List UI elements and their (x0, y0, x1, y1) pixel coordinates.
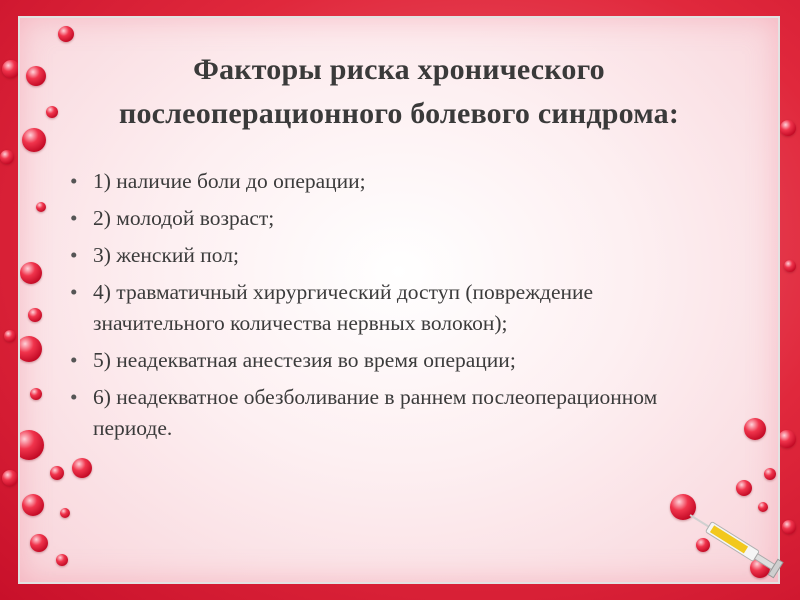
blood-drop-icon (36, 202, 46, 212)
blood-drop-icon (778, 430, 796, 448)
list-item: • 5) неадекватная анестезия во время операции; (70, 345, 730, 376)
blood-drop-icon (784, 260, 796, 272)
blood-drop-icon (30, 388, 42, 400)
blood-drop-icon (0, 150, 14, 164)
blood-drop-icon (28, 308, 42, 322)
blood-drop-icon (20, 430, 44, 460)
blood-drop-icon (60, 508, 70, 518)
slide-card (18, 16, 780, 584)
list-item: • 6) неадекватное обезболивание в раннем послеоперационном периоде. (70, 382, 730, 444)
blood-drop-icon (20, 262, 42, 284)
risk-factor-list (70, 166, 730, 450)
blood-drop-icon (30, 534, 48, 552)
blood-drop-icon (782, 520, 796, 534)
blood-drop-icon (736, 480, 752, 496)
list-item: • 1) наличие боли до операции; (70, 166, 730, 197)
blood-drop-icon (22, 494, 44, 516)
blood-drop-icon (2, 470, 18, 486)
blood-drop-icon (4, 330, 16, 342)
blood-drop-icon (20, 336, 42, 362)
list-item: • 4) травматичный хирургический доступ (повреждение значительного количества нервных волокон); (70, 277, 730, 339)
blood-drop-icon (58, 26, 74, 42)
blood-drop-icon (780, 120, 796, 136)
list-item: • 2) молодой возраст; (70, 203, 730, 234)
slide-title-line-2: послеоперационного болевого синдрома: (118, 97, 680, 130)
blood-drop-icon (56, 554, 68, 566)
blood-drop-icon (50, 466, 64, 480)
slide-title (20, 48, 778, 136)
blood-drop-icon (72, 458, 92, 478)
list-item: • 3) женский пол; (70, 240, 730, 271)
blood-drop-icon (764, 468, 776, 480)
blood-drop-icon (744, 418, 766, 440)
blood-drop-icon (758, 502, 768, 512)
slide-title-line-1: Факторы риска хронического (193, 53, 605, 86)
